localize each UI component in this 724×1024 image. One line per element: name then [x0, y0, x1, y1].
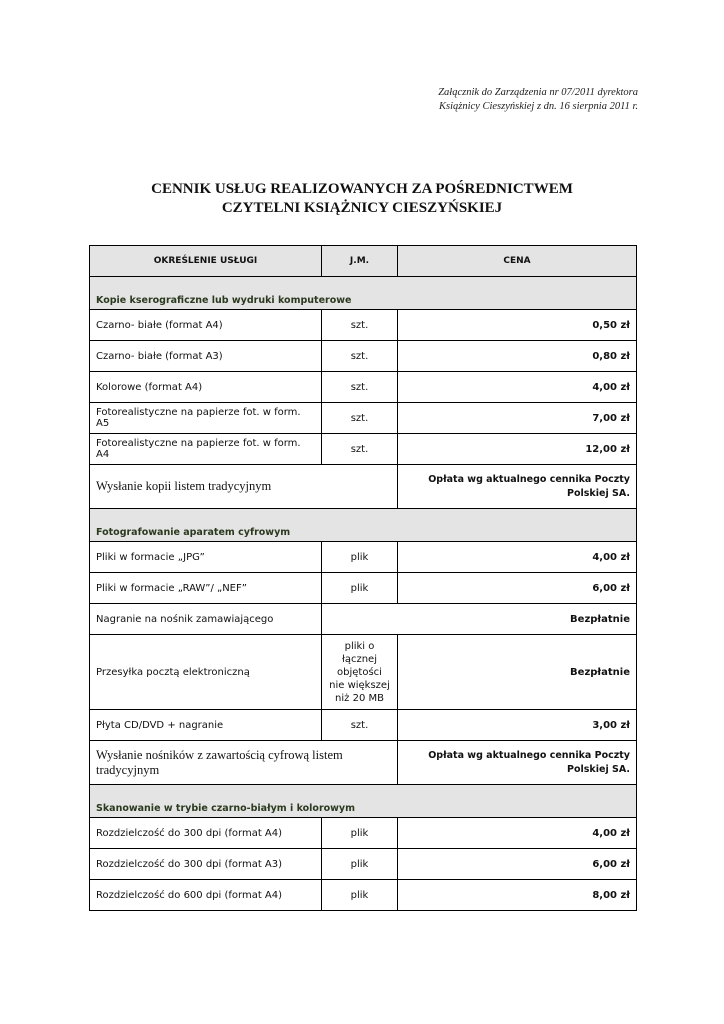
- table-row: [90, 372, 637, 403]
- unit-cell: szt.: [322, 372, 398, 403]
- price-cell: 0,80 zł: [398, 341, 637, 372]
- table-row: [90, 403, 637, 434]
- attachment-line-1: Załącznik do Zarządzenia nr 07/2011 dyrektora: [438, 87, 638, 98]
- price-note-cell: Opłata wg aktualnego cennika Poczty Polskiej SA.: [398, 741, 637, 785]
- table-row: [90, 310, 637, 341]
- section-title: Kopie kserograficzne lub wydruki komputerowe: [90, 277, 637, 310]
- unit-cell: szt.: [322, 310, 398, 341]
- table-row: [90, 880, 637, 911]
- price-note-cell: Opłata wg aktualnego cennika Poczty Polskiej SA.: [398, 465, 637, 509]
- header-service: OKREŚLENIE USŁUGI: [90, 246, 322, 277]
- unit-cell: pliki o łącznej objętości nie większej niż 20 MB: [322, 635, 398, 710]
- table-row: [90, 818, 637, 849]
- service-cell: Pliki w formacie „RAW”/ „NEF”: [90, 573, 322, 604]
- service-cell: Wysłanie kopii listem tradycyjnym: [90, 465, 398, 509]
- table-row: [90, 849, 637, 880]
- table-row-postal: [90, 741, 637, 785]
- title-line-1: CENNIK USŁUG REALIZOWANYCH ZA POŚREDNICTWEM: [151, 181, 573, 197]
- service-cell: Czarno- białe (format A4): [90, 310, 322, 341]
- unit-cell: szt.: [322, 710, 398, 741]
- table-row: [90, 542, 637, 573]
- service-cell: Płyta CD/DVD + nagranie: [90, 710, 322, 741]
- unit-cell: plik: [322, 542, 398, 573]
- section-row-copies: [90, 277, 637, 310]
- service-cell: Rozdzielczość do 600 dpi (format A4): [90, 880, 322, 911]
- price-cell: 4,00 zł: [398, 372, 637, 403]
- price-cell: 8,00 zł: [398, 880, 637, 911]
- table-header-row: [90, 246, 637, 277]
- table-row: [90, 635, 637, 710]
- unit-cell: plik: [322, 573, 398, 604]
- service-cell: Fotorealistyczne na papierze fot. w form. A5: [90, 403, 322, 434]
- price-cell: 4,00 zł: [398, 818, 637, 849]
- price-cell: 6,00 zł: [398, 849, 637, 880]
- document-title: [0, 180, 724, 218]
- table-row: [90, 341, 637, 372]
- title-line-2: CZYTELNI KSIĄŻNICY CIESZYŃSKIEJ: [221, 200, 503, 216]
- table-row: [90, 573, 637, 604]
- unit-cell: plik: [322, 849, 398, 880]
- service-cell: Rozdzielczość do 300 dpi (format A4): [90, 818, 322, 849]
- table-row: [90, 604, 637, 635]
- service-cell: Czarno- białe (format A3): [90, 341, 322, 372]
- table-row-postal: [90, 465, 637, 509]
- price-cell: 6,00 zł: [398, 573, 637, 604]
- service-cell: Rozdzielczość do 300 dpi (format A3): [90, 849, 322, 880]
- price-cell: 3,00 zł: [398, 710, 637, 741]
- service-cell: Nagranie na nośnik zamawiającego: [90, 604, 322, 635]
- header-unit: J.M.: [322, 246, 398, 277]
- section-row-scanning: [90, 785, 637, 818]
- service-cell: Pliki w formacie „JPG”: [90, 542, 322, 573]
- header-price: CENA: [398, 246, 637, 277]
- table-row: [90, 434, 637, 465]
- price-cell: 4,00 zł: [398, 542, 637, 573]
- price-cell: Bezpłatnie: [398, 635, 637, 710]
- section-title: Skanowanie w trybie czarno-białym i kolorowym: [90, 785, 637, 818]
- service-cell: Kolorowe (format A4): [90, 372, 322, 403]
- table-row: [90, 710, 637, 741]
- unit-cell: szt.: [322, 403, 398, 434]
- service-cell: Wysłanie nośników z zawartością cyfrową listem tradycyjnym: [90, 741, 398, 785]
- unit-cell: plik: [322, 818, 398, 849]
- price-cell: 12,00 zł: [398, 434, 637, 465]
- price-table: [89, 245, 637, 911]
- attachment-note: [438, 86, 638, 114]
- price-cell: 0,50 zł: [398, 310, 637, 341]
- section-row-photo: [90, 509, 637, 542]
- service-cell: Fotorealistyczne na papierze fot. w form. A4: [90, 434, 322, 465]
- section-title: Fotografowanie aparatem cyfrowym: [90, 509, 637, 542]
- unit-cell: szt.: [322, 434, 398, 465]
- unit-cell: plik: [322, 880, 398, 911]
- service-cell: Przesyłka pocztą elektroniczną: [90, 635, 322, 710]
- price-cell: 7,00 zł: [398, 403, 637, 434]
- unit-cell: szt.: [322, 341, 398, 372]
- price-cell: Bezpłatnie: [322, 604, 637, 635]
- attachment-line-2: Książnicy Cieszyńskiej z dn. 16 sierpnia 2011 r.: [438, 101, 638, 112]
